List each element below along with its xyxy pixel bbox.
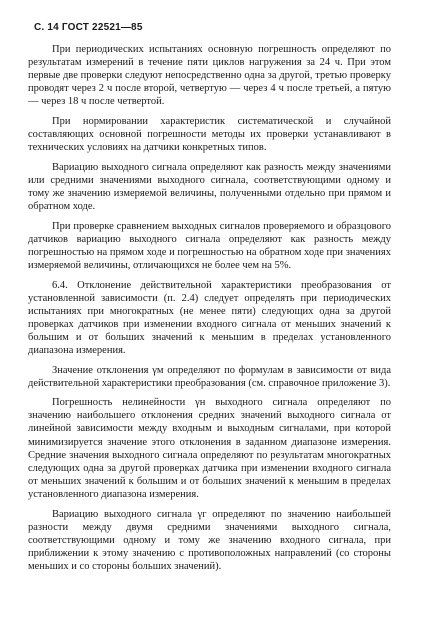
paragraph-nonlinearity-error: Погрешность нелинейности γн выходного сигнала определяют по значению наибольшего отклонения средних значений выходного сигнала от линейной зависимости между входным и выходным сигналами, при которой минимизируется значение этого отклонения в заданном диапазоне измерения. Средние значения выходного сигнала определяют по результатам многократных следующих одна за другой проверках датчика при изменении входного сигнала от меньших значений к большим и от больших значений к меньшим в пределах установленного диапазона измерения. [28, 397, 391, 500]
page-header: С. 14 ГОСТ 22521—85 [34, 22, 143, 33]
paragraph-error-characteristics: При нормировании характеристик систематической и случайной составляющих основной погрешности методы их проверки устанавливают в технических условиях на датчики конкретных типов. [28, 115, 391, 154]
paragraph-comparison-check: При проверке сравнением выходных сигналов проверяемого и образцового датчиков вариацию выходного сигнала определяют как разность между погрешностью на прямом ходе и погрешностью на обратном ходе при значениях измеряемой величины, отличающихся не более чем на 5%. [28, 220, 391, 271]
paragraph-variation-definition: Вариацию выходного сигнала определяют как разность между значениями или средними значениями выходного сигнала, соответствующими одному и тому же значению измеряемой величины, полученными отдельно при прямом и обратном ходе. [28, 161, 391, 213]
paragraph-output-variation: Вариацию выходного сигнала γг определяют по значению наибольшей разности между двумя средними значениями выходного сигнала, соответствующими одному и тому же значению входного сигнала, при приближении к этому значению с противоположных направлений (со стороны меньших и со стороны больших значений). [28, 508, 391, 572]
paragraph-section-6-4: 6.4. Отклонение действительной характеристики преобразования от установленной зависимости (п. 2.4) следует определять при периодических испытаниях при многократных (не менее пяти) следующих одна за другой проверках датчиков при изменении входного сигнала от меньших значений к большим и от больших значений к меньшим в пределах установленного диапазона измерения. [28, 279, 391, 356]
paragraph-periodic-tests: При периодических испытаниях основную погрешность определяют по результатам измерений в течение пяти циклов нагружения за 24 ч. При этом первые две проверки следуют непосредственно одна за другой, третью проверку проводят через 2 ч после второй, четвертую — через 4 ч после третьей, а пятую — через 18 ч после четвертой. [28, 44, 391, 108]
paragraph-deviation-value: Значение отклонения γм определяют по формулам в зависимости от вида действительной характеристики преобразования (см. справочное приложение 3). [28, 364, 391, 389]
